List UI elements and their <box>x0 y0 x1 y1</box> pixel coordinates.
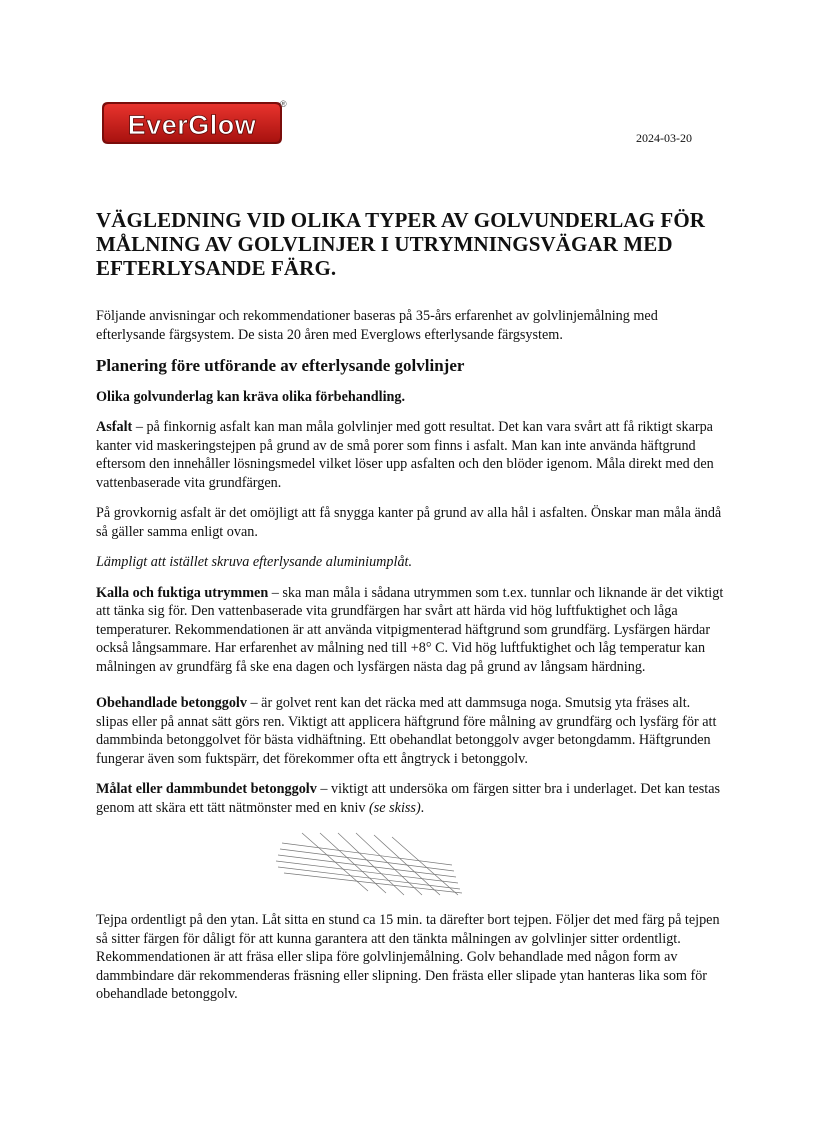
asfalt-text: – på finkornig asfalt kan man måla golvlinjer med gott resultat. Det kan vara svårt att få riktigt skarpa kanter vid maskeringstejpen på grund av de små porer som finns i asfalt. Man kan inte använda häftgrund eftersom den innehåller lösningsmedel vilket löser upp asfalten och den blöder igenom. Måla direkt med den vattenbaserade vita grundfärgen. <box>96 419 714 491</box>
logo-registered-mark: ® <box>280 99 287 109</box>
logo-text: EverGlow <box>127 110 257 140</box>
everglow-logo <box>96 98 288 148</box>
asfalt-term: Asfalt <box>96 419 133 435</box>
untreated-term: Obehandlade betonggolv <box>96 695 247 711</box>
crosshatch-sketch <box>272 829 472 899</box>
closing-paragraph: Tejpa ordentligt på den ytan. Låt sitta en stund ca 15 min. ta därefter bort tejpen. Följer det med färg på tejpen så sitter färgen för dåligt för att kunna garantera att den tänkta målningen av golvlinjer sitter ordentligt. Rekommendationen är att fräsa eller slipa före golvlinjemålning. Golv behandlade med någon form av dammbindare där rekommenderas fräsning eller slipning. Den frästa eller slipade ytan hanteras lika som för obehandlade betonggolv. <box>96 912 720 1002</box>
cold-text: – ska man måla i sådana utrymmen som t.ex. tunnlar och liknande är det viktigt att tänka sig för. Den vattenbaserade vita grundfärgen har svårt att härda vid hög luftfuktighet och låga temperaturer. Rekommendationen är att använda vitpigmenterad häftgrund som grundfärg. Lysfärgen härdar också långsammare. Har erfarenhet av målning ned till +8° C. Vid hög luftfuktighet och låg temperatur kan målningen av grundfärg få ske ena dagen och lysfärgen nästa dag på grund av långsam härdning. <box>96 584 724 675</box>
untreated-concrete-paragraph <box>96 694 724 768</box>
asfalt-note: Lämpligt att istället skruva efterlysande aluminiumplåt. <box>96 554 413 570</box>
untreated-text: – är golvet rent kan det räcka med att dammsuga noga. Smutsig yta fräses alt. slipas eller på annat sätt görs ren. Viktigt att applicera häftgrund före målning av grundfärg och lysfärg för att dammbinda betonggolvet för bästa vidhäftning. Ett obehandlat betonggolv avger betongdamm. Häftgrunden fungerar även som fuktspärr, det förekommer ofta ett ångtryck i betonggolv. <box>96 695 717 767</box>
painted-concrete-paragraph <box>96 780 724 817</box>
intro-paragraph: Följande anvisningar och rekommendationer baseras på 35-års erfarenhet av golvlinjemålning med efterlysande färgsystem. De sista 20 åren med Everglows efterlysande färgsystem. <box>96 308 658 343</box>
page-title: VÄGLEDNING VID OLIKA TYPER AV GOLVUNDERLAG FÖR MÅLNING AV GOLVLINJER I UTRYMNINGSVÄGAR MED EFTERLYSANDE FÄRG. <box>96 208 706 280</box>
painted-text: – viktigt att undersöka om färgen sitter bra i underlaget. Det kan testas genom att skära ett tätt nätmönster med en kniv <box>96 781 721 816</box>
asfalt-paragraph <box>96 418 724 492</box>
painted-term: Målat eller dammbundet betonggolv <box>96 781 317 797</box>
cold-term: Kalla och fuktiga utrymmen <box>96 584 269 601</box>
coarse-asfalt-paragraph: På grovkornig asfalt är det omöjligt att få snygga kanter på grund av alla hål i asfalten. Önskar man måla ändå så gäller samma enligt ovan. <box>96 505 722 540</box>
sketch-reference: (se skiss) <box>369 799 421 816</box>
document-date: 2024-03-20 <box>636 131 692 145</box>
document-body <box>96 307 724 1004</box>
section-heading: Planering före utförande av efterlysande golvlinjer <box>96 356 465 375</box>
cold-spaces-paragraph <box>96 584 724 677</box>
subheading: Olika golvunderlag kan kräva olika förbehandling. <box>96 388 406 405</box>
painted-end: . <box>420 799 425 816</box>
